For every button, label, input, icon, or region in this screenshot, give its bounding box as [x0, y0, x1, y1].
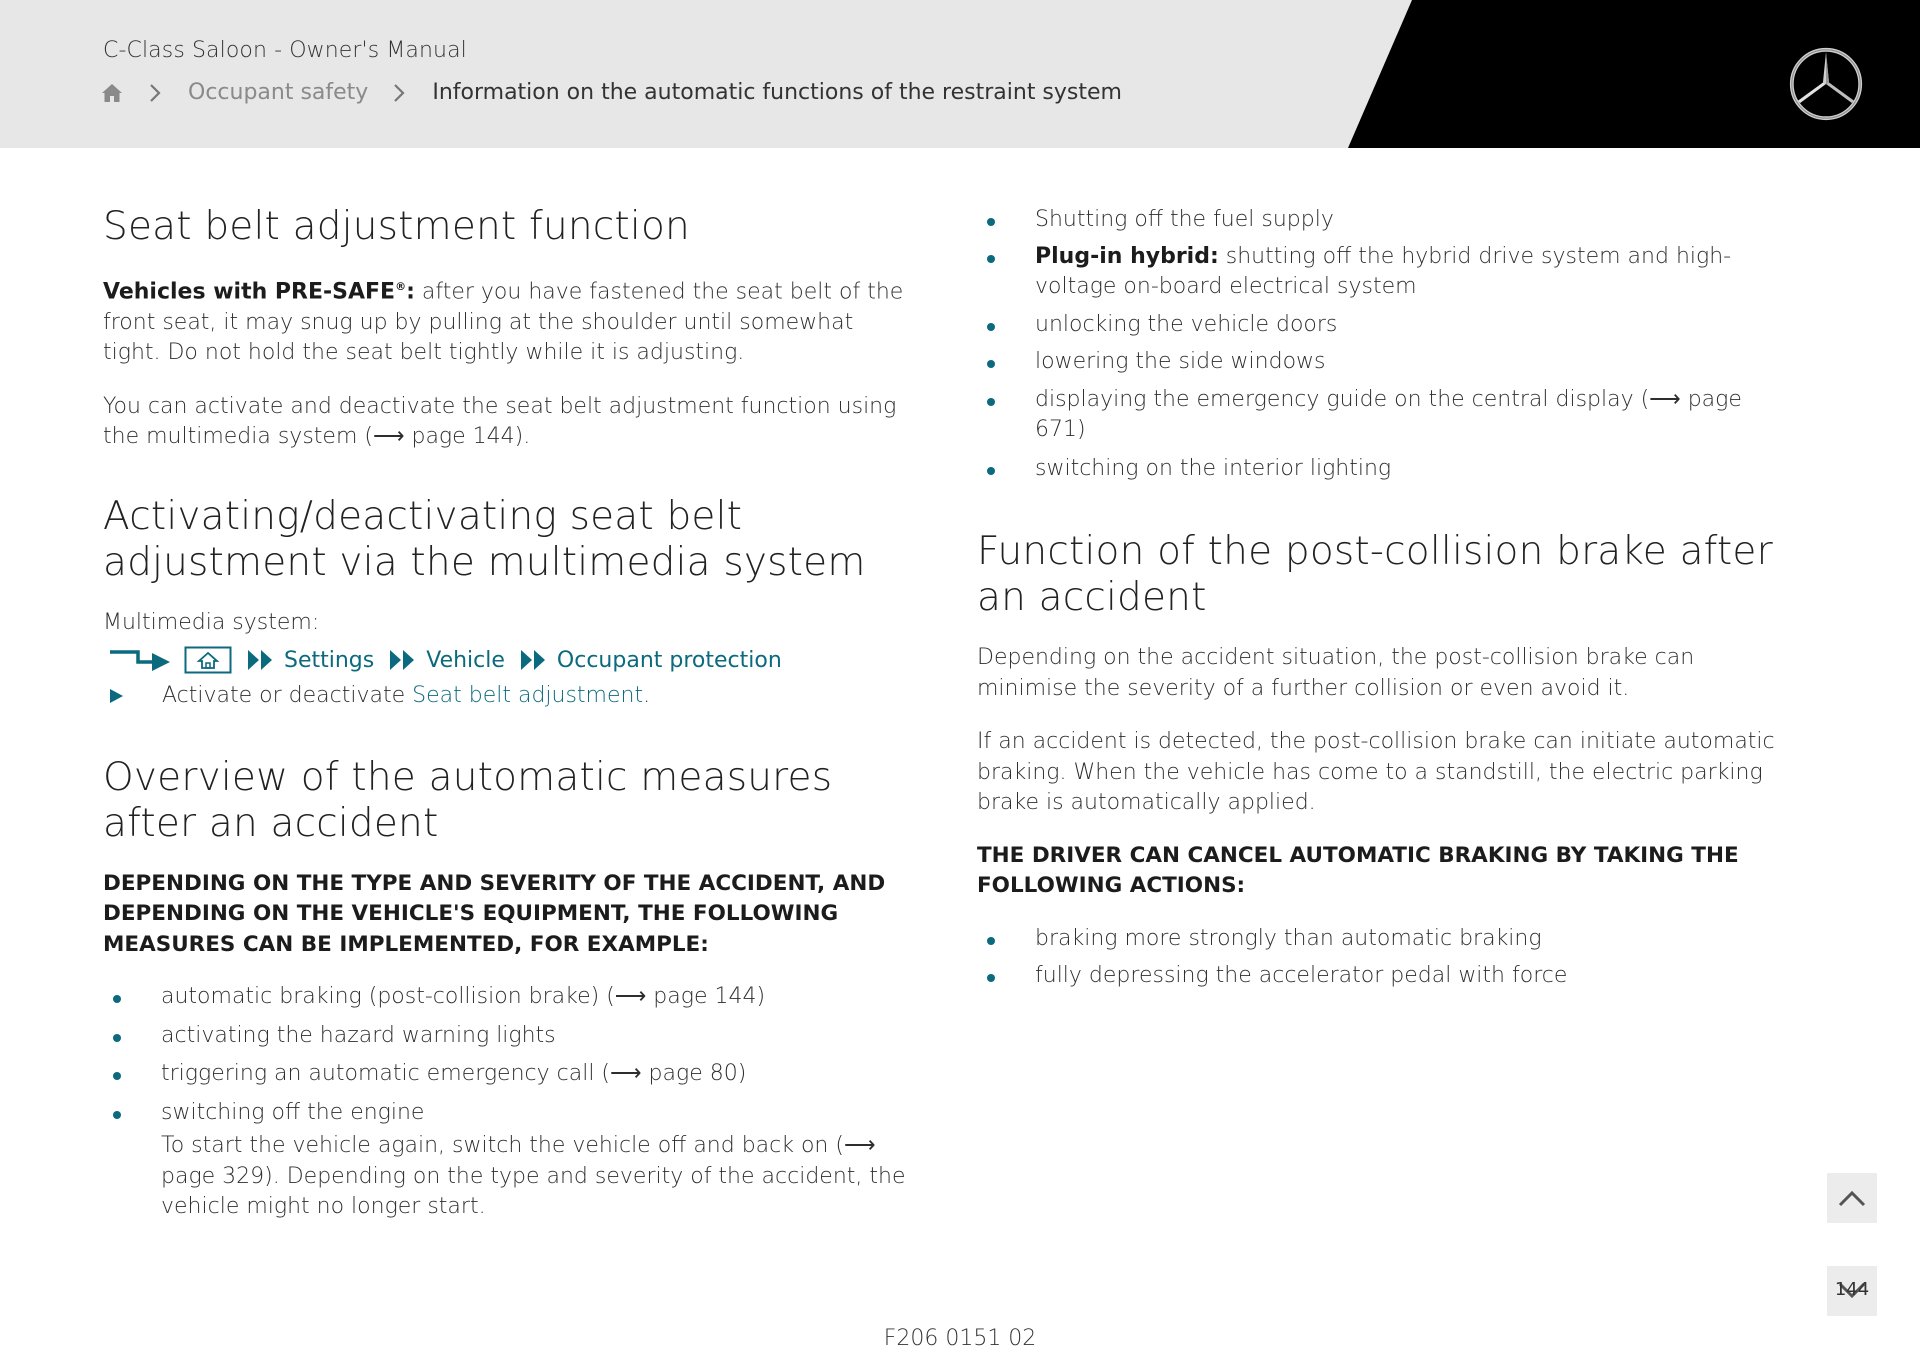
item-bold: Plug-in hybrid:: [1035, 243, 1219, 269]
pre-safe-colon: :: [406, 279, 415, 305]
home-icon[interactable]: [100, 81, 124, 105]
measures-caps-heading: DEPENDING ON THE TYPE AND SEVERITY OF THE ACCIDENT, AND DEPENDING ON THE VEHICLE'S EQUIPMENT, THE FOLLOWING MEASURES CAN BE IMPLEMENTED, FOR EXAMPLE:: [103, 870, 886, 957]
right-column: [977, 200, 1797, 992]
path-occupant-protection[interactable]: Occupant protection: [556, 647, 782, 673]
path-start-arrow-icon: [108, 646, 174, 674]
chevron-right-icon: [148, 83, 162, 103]
chevron-up-icon: [1837, 1188, 1867, 1208]
heading-post-collision-brake: Function of the post-collision brake after an accident: [977, 529, 1773, 620]
list-item: switching off the engine: [103, 1098, 913, 1129]
double-chevron-icon: [519, 648, 549, 672]
left-column: [103, 200, 913, 1223]
list-item: [977, 310, 1797, 341]
post-collision-paragraph-2: If an accident is detected, the post-collision brake can initiate automatic braking. When the vehicle has come to a standstill, the electric parking brake is automatically applied.: [977, 729, 1775, 815]
scroll-to-top-button[interactable]: [1827, 1173, 1877, 1223]
page-number: 144: [1834, 1279, 1870, 1300]
item-text: lowering the side windows: [1035, 349, 1326, 374]
cancel-actions-list: [977, 924, 1797, 992]
action-period: .: [643, 683, 651, 709]
measures-list-continued: [977, 205, 1797, 484]
document-title: C-Class Saloon - Owner's Manual: [103, 38, 467, 63]
pre-safe-text: after you have fastened the seat belt of the front seat, it may snug up by pulling at the shoulder until somewhat tight. Do not hold the seat belt tightly while it is adjusting.: [103, 279, 904, 366]
heading-overview-measures: Overview of the automatic measures after an accident: [103, 754, 833, 846]
item-text: Shutting off the fuel supply: [1035, 207, 1334, 232]
chevron-right-icon: [392, 83, 406, 103]
document-code: F206 0151 02: [883, 1326, 1037, 1351]
item-text: unlocking the vehicle doors: [1035, 311, 1338, 337]
cancel-braking-caps-heading: THE DRIVER CAN CANCEL AUTOMATIC BRAKING BY TAKING THE FOLLOWING ACTIONS:: [977, 842, 1739, 898]
item-text: shutting off the hybrid drive system and high-voltage on-board electrical system: [1035, 243, 1732, 299]
path-settings[interactable]: Settings: [284, 647, 375, 673]
heading-seat-belt-adjustment: Seat belt adjustment function: [103, 204, 690, 249]
heading-activating-deactivating: Activating/deactivating seat belt adjustment via the multimedia system: [103, 493, 866, 585]
list-item: triggering an automatic emergency call (⟶ page 80): [103, 1059, 913, 1090]
list-item: [977, 385, 1797, 446]
breadcrumb-link-occupant-safety[interactable]: Occupant safety: [188, 80, 369, 105]
pre-safe-paragraph: [103, 272, 913, 369]
breadcrumb-current: Information on the automatic functions of the restraint system: [432, 80, 1122, 105]
list-item: activating the hazard warning lights: [103, 1021, 913, 1052]
seat-belt-adjustment-link[interactable]: Seat belt adjustment: [412, 683, 644, 709]
list-item: [977, 242, 1797, 303]
menu-path: [103, 644, 913, 676]
mercedes-star-logo: [1788, 46, 1864, 122]
list-item: [977, 454, 1797, 485]
pre-safe-label: Vehicles with PRE-SAFE: [103, 279, 396, 305]
activate-paragraph: You can activate and deactivate the seat belt adjustment function using the multimedia system (⟶ page 144).: [103, 393, 897, 450]
measures-list: [103, 982, 913, 1128]
action-text: Activate or deactivate: [162, 683, 413, 709]
list-item: fully depressing the accelerator pedal with force: [977, 961, 1797, 992]
path-vehicle[interactable]: Vehicle: [426, 647, 505, 673]
list-item: automatic braking (post-collision brake) (⟶ page 144): [103, 982, 913, 1013]
list-item: [977, 205, 1797, 236]
action-step: [103, 681, 913, 712]
double-chevron-icon: [246, 648, 276, 672]
home-button-icon: [184, 646, 232, 674]
action-triangle-icon: [110, 689, 123, 703]
item-text: switching on the interior lighting: [1035, 455, 1392, 481]
registered-mark: ®: [395, 280, 407, 293]
restart-note: To start the vehicle again, switch the vehicle off and back on (⟶ page 329). Depending on the type and severity of the accident, the vehicle might no longer start.: [161, 1133, 906, 1220]
post-collision-paragraph-1: Depending on the accident situation, the post-collision brake can minimise the severity of a further collision or even avoid it.: [977, 645, 1695, 701]
item-text: displaying the emergency guide on the central display (⟶ page 671): [1035, 386, 1742, 442]
list-item: [977, 347, 1797, 378]
breadcrumb: [100, 80, 1122, 105]
multimedia-intro: Multimedia system:: [103, 609, 320, 635]
list-item: braking more strongly than automatic braking: [977, 924, 1797, 955]
double-chevron-icon: [388, 648, 418, 672]
